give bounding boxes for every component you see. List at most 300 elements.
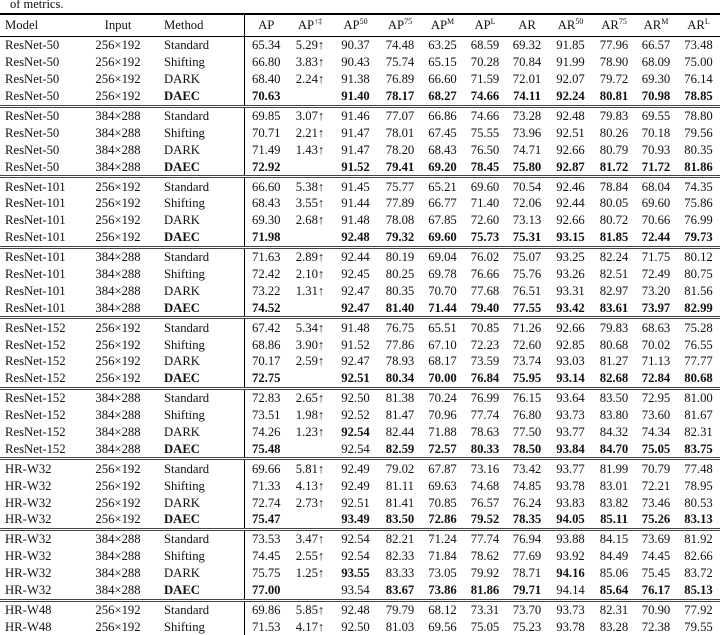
model-cell: ResNet-101: [5, 179, 66, 194]
metric-cell: 81.27: [599, 354, 629, 369]
metric-cell: 71.44: [428, 300, 457, 315]
metric-cell: 75.26: [641, 512, 671, 527]
metric-cell: 74.52: [251, 300, 281, 315]
model-cell: ResNet-50: [5, 55, 60, 70]
input-size-cell: 256×192: [95, 213, 141, 228]
metric-cell: 93.14: [556, 371, 585, 386]
metric-cell: 70.79: [641, 461, 671, 476]
metric-cell: 84.15: [599, 532, 629, 547]
method-cell: DAEC: [158, 299, 244, 317]
header-superscript: 50: [575, 17, 584, 26]
input-size-cell: 256×192: [95, 512, 141, 527]
metric-cell: 70.02: [641, 337, 671, 352]
input-size-cell: 256×192: [95, 337, 141, 352]
method-cell: DARK: [158, 424, 244, 441]
metric-cell: 72.95: [641, 391, 671, 406]
gain-cell: 2.65↑: [295, 391, 325, 406]
metric-cell: 73.42: [512, 461, 542, 476]
column-header: [677, 14, 720, 37]
method-cell: DARK: [158, 353, 244, 370]
metric-cell: 78.71: [512, 566, 542, 581]
metric-cell: 93.73: [556, 602, 585, 617]
metric-cell: 90.37: [341, 38, 370, 53]
input-size-cell: 384×288: [95, 425, 141, 440]
metric-cell: 91.48: [341, 320, 370, 335]
metric-cell: 80.53: [684, 495, 713, 510]
table-row: [0, 477, 720, 494]
header-superscript: 75: [404, 17, 413, 26]
metric-cell: 74.45: [641, 549, 671, 564]
metric-cell: 92.87: [556, 159, 585, 174]
gain-cell: 2.73↑: [295, 495, 325, 510]
metric-cell: 75.80: [512, 159, 542, 174]
metric-cell: 77.77: [684, 354, 713, 369]
header-label: AP: [430, 18, 448, 32]
metric-cell: 71.75: [641, 250, 671, 265]
header-superscript: M: [447, 17, 455, 26]
column-header: [78, 14, 158, 37]
header-label: AR: [687, 18, 705, 32]
table-row: [0, 511, 720, 529]
metric-cell: 65.34: [251, 38, 281, 53]
row-group: [0, 600, 720, 635]
metric-cell: 75.47: [251, 512, 281, 527]
metric-cell: 72.38: [641, 619, 671, 634]
metric-cell: 66.77: [428, 196, 457, 211]
metric-cell: 74.45: [251, 549, 281, 564]
table-row: [0, 318, 720, 336]
column-header: [244, 14, 288, 37]
metric-cell: 92.51: [341, 495, 370, 510]
metric-cell: 76.94: [512, 532, 542, 547]
metric-cell: 70.85: [470, 320, 500, 335]
metric-cell: 77.00: [251, 583, 281, 598]
metric-cell: 69.60: [641, 196, 671, 211]
model-cell: ResNet-101: [5, 213, 66, 228]
metric-cell: 65.21: [428, 179, 457, 194]
metric-cell: 76.55: [684, 337, 713, 352]
column-header: [158, 14, 244, 37]
metric-cell: 92.54: [341, 532, 370, 547]
metric-cell: 91.48: [341, 213, 370, 228]
metric-cell: 80.19: [385, 250, 415, 265]
method-cell: Standard: [158, 106, 244, 124]
metric-cell: 79.79: [385, 602, 415, 617]
table-row: [0, 247, 720, 265]
metric-cell: 93.64: [556, 391, 585, 406]
input-size-cell: 384×288: [95, 300, 141, 315]
metric-cell: 78.90: [599, 55, 629, 70]
metric-cell: 85.11: [600, 512, 628, 527]
table-row: [0, 54, 720, 71]
metric-cell: 73.22: [251, 283, 281, 298]
model-cell: HR-W32: [5, 549, 52, 564]
metric-cell: 66.60: [251, 179, 281, 194]
metric-cell: 75.75: [251, 566, 281, 581]
metric-cell: 74.34: [641, 425, 671, 440]
metric-cell: 68.43: [428, 142, 457, 157]
metric-cell: 93.77: [556, 461, 585, 476]
metric-cell: 77.55: [512, 300, 542, 315]
table-row: [0, 600, 720, 618]
metric-cell: 66.60: [428, 72, 457, 87]
table-row: [0, 195, 720, 212]
metric-cell: 92.47: [341, 283, 370, 298]
metric-cell: 92.52: [341, 408, 370, 423]
method-cell: Standard: [158, 247, 244, 265]
metric-cell: 66.57: [641, 38, 671, 53]
metric-cell: 81.67: [684, 408, 713, 423]
metric-cell: 80.26: [599, 125, 629, 140]
metric-cell: 65.15: [428, 55, 457, 70]
input-size-cell: 384×288: [95, 267, 141, 282]
metric-cell: 76.84: [470, 371, 500, 386]
metric-cell: 80.75: [684, 267, 713, 282]
method-cell: Standard: [158, 529, 244, 547]
metric-cell: 73.97: [641, 300, 671, 315]
metric-cell: 79.83: [599, 320, 629, 335]
model-cell: ResNet-152: [5, 425, 66, 440]
input-size-cell: 256×192: [95, 230, 141, 245]
metric-cell: 75.73: [470, 230, 500, 245]
metric-cell: 73.53: [251, 532, 281, 547]
metric-cell: 79.72: [599, 72, 629, 87]
metric-cell: 82.21: [385, 532, 415, 547]
input-size-cell: 384×288: [95, 283, 141, 298]
metric-cell: 80.35: [385, 283, 415, 298]
table-row: [0, 565, 720, 582]
gain-cell: 1.98↑: [295, 408, 325, 423]
row-group: [0, 106, 720, 177]
metric-cell: 92.46: [556, 179, 585, 194]
metric-cell: 70.96: [428, 408, 457, 423]
metric-cell: 91.47: [341, 125, 370, 140]
metric-cell: 73.05: [428, 566, 457, 581]
metric-cell: 66.80: [251, 55, 281, 70]
metric-cell: 93.78: [556, 478, 585, 493]
column-header: [0, 14, 78, 37]
table-row: [0, 440, 720, 458]
metric-cell: 68.27: [428, 89, 457, 104]
column-header: [464, 14, 506, 37]
metric-cell: 92.66: [556, 320, 585, 335]
metric-cell: 93.78: [556, 619, 585, 634]
input-size-cell: 256×192: [95, 89, 141, 104]
metric-cell: 76.02: [470, 250, 500, 265]
metric-cell: 81.38: [385, 391, 415, 406]
metric-cell: 79.55: [684, 619, 713, 634]
metric-cell: 73.96: [512, 125, 542, 140]
metric-cell: 75.76: [512, 267, 542, 282]
metric-cell: 77.86: [385, 337, 415, 352]
metric-cell: 70.71: [251, 125, 281, 140]
gain-cell: 3.07↑: [295, 109, 325, 123]
metric-cell: 77.74: [470, 408, 500, 423]
metric-cell: 82.59: [385, 441, 415, 456]
metric-cell: 82.33: [385, 549, 415, 564]
metric-cell: 69.85: [251, 109, 281, 123]
input-size-cell: 256×192: [95, 55, 141, 70]
metric-cell: 75.74: [385, 55, 415, 70]
metric-cell: 78.08: [385, 213, 415, 228]
metric-cell: 83.50: [599, 391, 629, 406]
table-row: [0, 336, 720, 353]
model-cell: ResNet-152: [5, 354, 66, 369]
metric-cell: 75.48: [251, 441, 281, 456]
metric-cell: 76.99: [470, 391, 500, 406]
metric-cell: 92.50: [341, 619, 370, 634]
metric-cell: 63.25: [428, 38, 457, 53]
metric-cell: 83.61: [599, 300, 629, 315]
metric-cell: 77.74: [470, 532, 500, 547]
metric-cell: 72.75: [251, 371, 281, 386]
metric-cell: 92.51: [556, 125, 585, 140]
metric-cell: 76.15: [512, 391, 542, 406]
model-cell: ResNet-152: [5, 408, 66, 423]
column-header: [421, 14, 464, 37]
metric-cell: 67.85: [428, 213, 457, 228]
metric-cell: 93.83: [556, 495, 585, 510]
gain-cell: 5.38↑: [295, 179, 325, 194]
metric-cell: 81.72: [599, 159, 629, 174]
metric-cell: 68.63: [641, 320, 671, 335]
metric-cell: 80.68: [599, 337, 629, 352]
gain-cell: 1.25↑: [295, 566, 325, 581]
header-label: Method: [164, 18, 204, 32]
metric-cell: 69.78: [428, 267, 457, 282]
table-row: [0, 582, 720, 600]
table-row: [0, 88, 720, 106]
metric-cell: 78.85: [684, 89, 713, 104]
metric-cell: 72.49: [641, 267, 671, 282]
metric-cell: 76.24: [512, 495, 542, 510]
metric-cell: 82.31: [684, 425, 713, 440]
table-row: [0, 353, 720, 370]
metric-cell: 69.30: [641, 72, 671, 87]
metric-cell: 69.66: [251, 461, 281, 476]
table-row: [0, 71, 720, 88]
header-superscript: ↑‡: [314, 17, 323, 26]
metric-cell: 92.47: [341, 354, 370, 369]
method-cell: DAEC: [158, 229, 244, 247]
metric-cell: 80.34: [385, 371, 415, 386]
metric-cell: 80.72: [599, 213, 629, 228]
table-row: [0, 388, 720, 406]
table-row: [0, 158, 720, 176]
metric-cell: 71.98: [251, 230, 281, 245]
metric-cell: 68.12: [428, 602, 457, 617]
column-header: [635, 14, 677, 37]
metric-cell: 93.49: [341, 512, 370, 527]
metric-cell: 83.72: [684, 566, 713, 581]
metric-cell: 72.60: [470, 213, 500, 228]
metric-cell: 77.50: [512, 425, 542, 440]
model-cell: HR-W32: [5, 512, 52, 527]
input-size-cell: 384×288: [95, 159, 141, 174]
gain-cell: 1.43↑: [295, 142, 325, 157]
metric-cell: 65.51: [428, 320, 457, 335]
metric-cell: 70.90: [641, 602, 671, 617]
gain-cell: 2.24↑: [295, 72, 325, 87]
metric-cell: 92.48: [341, 602, 370, 617]
metric-cell: 77.92: [684, 602, 713, 617]
table-caption: of metrics.: [10, 0, 64, 11]
metric-cell: 68.09: [641, 55, 671, 70]
gain-cell: 1.23↑: [295, 425, 325, 440]
metric-cell: 72.01: [512, 72, 542, 87]
header-label: Input: [104, 18, 132, 32]
metric-cell: 69.32: [512, 38, 542, 53]
metric-cell: 75.45: [641, 566, 671, 581]
metric-cell: 91.38: [341, 72, 370, 87]
metric-cell: 72.86: [428, 512, 457, 527]
metric-cell: 85.13: [684, 583, 713, 598]
metric-cell: 83.13: [684, 512, 713, 527]
metric-cell: 73.59: [470, 354, 500, 369]
input-size-cell: 384×288: [95, 441, 141, 456]
metric-cell: 92.54: [341, 425, 370, 440]
metric-cell: 76.75: [385, 320, 415, 335]
column-header: [593, 14, 635, 37]
metric-cell: 72.83: [251, 391, 281, 406]
metric-cell: 92.66: [556, 142, 585, 157]
gain-cell: 4.17↑: [295, 619, 325, 634]
metric-cell: 91.47: [341, 142, 370, 157]
metric-cell: 74.66: [470, 109, 500, 123]
method-cell: Standard: [158, 37, 244, 54]
metric-cell: 83.01: [599, 478, 629, 493]
metric-cell: 93.31: [556, 283, 585, 298]
metric-cell: 84.70: [599, 441, 629, 456]
metric-cell: 73.74: [512, 354, 542, 369]
metric-cell: 73.86: [428, 583, 457, 598]
metric-cell: 69.55: [641, 109, 671, 123]
input-size-cell: 384×288: [95, 532, 141, 547]
input-size-cell: 384×288: [95, 583, 141, 598]
metric-cell: 78.95: [684, 478, 713, 493]
metric-cell: 68.17: [428, 354, 457, 369]
gain-cell: 3.55↑: [295, 196, 325, 211]
metric-cell: 91.40: [341, 89, 370, 104]
table-row: [0, 529, 720, 547]
metric-cell: 92.51: [341, 371, 370, 386]
method-cell: DAEC: [158, 370, 244, 388]
metric-cell: 79.41: [385, 159, 415, 174]
metric-cell: 79.56: [684, 125, 713, 140]
metric-cell: 92.48: [556, 109, 585, 123]
metric-cell: 70.63: [251, 89, 281, 104]
header-label: Model: [5, 18, 39, 32]
input-size-cell: 384×288: [95, 109, 141, 123]
metric-cell: 71.40: [470, 196, 500, 211]
metric-cell: 92.45: [341, 267, 370, 282]
metric-cell: 70.93: [641, 142, 671, 157]
metric-cell: 79.40: [470, 300, 500, 315]
metric-cell: 93.15: [556, 230, 585, 245]
gain-cell: 2.55↑: [295, 549, 325, 564]
model-cell: ResNet-101: [5, 250, 66, 265]
metric-cell: 92.48: [341, 230, 370, 245]
row-group: [0, 529, 720, 600]
metric-cell: 82.97: [599, 283, 629, 298]
method-cell: Shifting: [158, 548, 244, 565]
metric-cell: 83.28: [599, 619, 629, 634]
metric-cell: 91.45: [341, 179, 370, 194]
table-row: [0, 212, 720, 229]
metric-cell: 69.60: [470, 179, 500, 194]
header-superscript: L: [704, 17, 710, 26]
metric-cell: 74.11: [513, 89, 541, 104]
metric-cell: 72.23: [470, 337, 500, 352]
input-size-cell: 256×192: [95, 320, 141, 335]
metric-cell: 69.56: [428, 619, 457, 634]
metric-cell: 73.28: [512, 109, 542, 123]
model-cell: ResNet-101: [5, 196, 66, 211]
metric-cell: 90.43: [341, 55, 370, 70]
metric-cell: 92.54: [341, 441, 370, 456]
metric-cell: 76.99: [684, 213, 713, 228]
metric-cell: 77.96: [599, 38, 629, 53]
metric-cell: 70.98: [641, 89, 671, 104]
metric-cell: 77.07: [385, 109, 415, 123]
metric-cell: 67.87: [428, 461, 457, 476]
metric-cell: 70.18: [641, 125, 671, 140]
metric-cell: 70.54: [512, 179, 542, 194]
gain-cell: 2.68↑: [295, 213, 325, 228]
header-superscript: 50: [359, 17, 368, 26]
gain-cell: [288, 511, 332, 529]
table-row: [0, 548, 720, 565]
metric-cell: 93.88: [556, 532, 585, 547]
metric-cell: 84.49: [599, 549, 629, 564]
model-cell: ResNet-101: [5, 267, 66, 282]
row-group: [0, 459, 720, 530]
column-header: [332, 14, 379, 37]
gain-cell: 5.81↑: [295, 461, 325, 476]
input-size-cell: 384×288: [95, 408, 141, 423]
header-superscript: M: [661, 17, 669, 26]
metric-cell: 81.41: [385, 495, 415, 510]
metric-cell: 71.84: [428, 549, 457, 564]
metric-cell: 69.63: [428, 478, 457, 493]
metric-cell: 69.20: [428, 159, 457, 174]
metric-cell: 68.43: [251, 196, 281, 211]
metric-cell: 66.86: [428, 109, 457, 123]
model-cell: ResNet-101: [5, 300, 66, 315]
model-cell: ResNet-50: [5, 159, 60, 174]
model-cell: HR-W48: [5, 619, 52, 634]
input-size-cell: 256×192: [95, 478, 141, 493]
input-size-cell: 256×192: [95, 354, 141, 369]
metric-cell: 92.66: [556, 213, 585, 228]
metric-cell: 70.17: [251, 354, 281, 369]
header-superscript: 75: [618, 17, 627, 26]
metric-cell: 74.26: [251, 425, 281, 440]
metric-cell: 71.26: [512, 320, 542, 335]
metric-cell: 72.42: [251, 267, 281, 282]
metric-cell: 73.31: [470, 602, 500, 617]
header-superscript: L: [490, 17, 496, 26]
model-cell: HR-W32: [5, 478, 52, 493]
metric-cell: 69.60: [428, 230, 457, 245]
metric-cell: 68.86: [251, 337, 281, 352]
metric-cell: 70.00: [428, 371, 457, 386]
table-row: [0, 370, 720, 388]
metric-cell: 81.40: [385, 300, 415, 315]
metric-cell: 79.73: [684, 230, 713, 245]
gain-cell: [288, 158, 332, 176]
metric-cell: 94.14: [556, 583, 585, 598]
